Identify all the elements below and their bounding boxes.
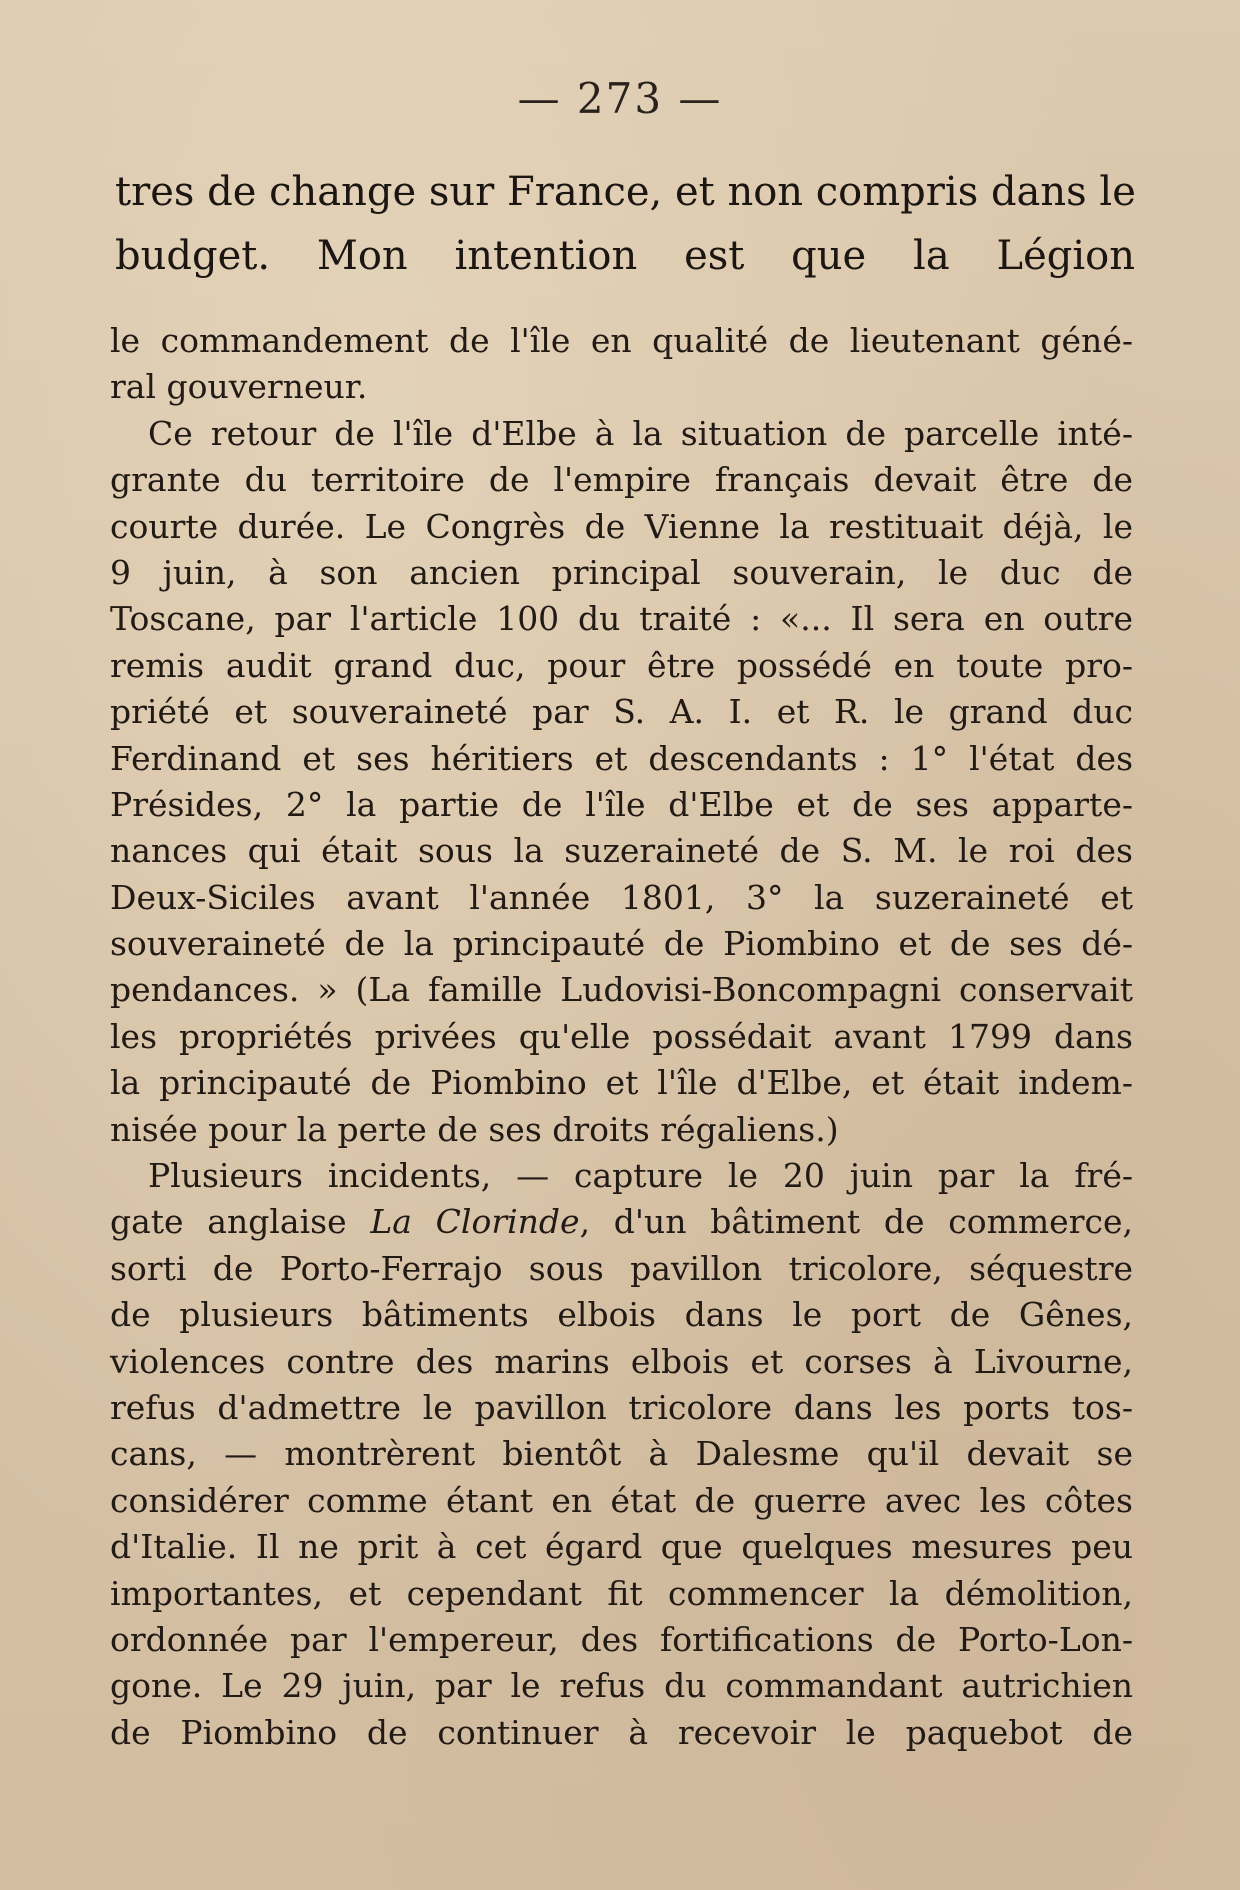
text-line: considérer comme étant en état de guerre avec les côtes: [110, 1480, 1133, 1520]
text-line: courte durée. Le Congrès de Vienne la restituait déjà, le: [110, 506, 1133, 546]
text-line: pendances. » (La famille Ludovisi-Boncompagni conservait: [110, 970, 1133, 1010]
text-line: 9 juin, à son ancien principal souverain, le duc de: [110, 552, 1133, 592]
text-line: Toscane, par l'article 100 du traité : «... Il sera en outre: [110, 599, 1133, 639]
text-line: grante du territoire de l'empire français devait être de: [110, 460, 1133, 500]
text-line: de plusieurs bâtiments elbois dans le port de Gênes,: [110, 1295, 1133, 1335]
text-line: Présides, 2° la partie de l'île d'Elbe et de ses apparte-: [110, 784, 1133, 824]
text-line: d'Italie. Il ne prit à cet égard que quelques mesures peu: [110, 1527, 1133, 1567]
ship-name: La Clorinde: [370, 1202, 580, 1242]
text-line: Plusieurs incidents, — capture le 20 juin par la fré-: [148, 1156, 1133, 1196]
text-line: la principauté de Piombino et l'île d'Elbe, et était indem-: [110, 1063, 1133, 1103]
text-line: ordonnée par l'empereur, des fortifications de Porto-Lon-: [110, 1619, 1133, 1659]
pasted-fragment: [115, 160, 1135, 288]
text-line: importantes, et cependant fit commencer la démolition,: [110, 1573, 1133, 1613]
text-line: gone. Le 29 juin, par le refus du commandant autrichien: [110, 1666, 1133, 1706]
text-line: Ferdinand et ses héritiers et descendants : 1° l'état des: [110, 738, 1133, 778]
text-line: ral gouverneur.: [110, 367, 368, 407]
text-line: sorti de Porto-Ferrajo sous pavillon tricolore, séquestre: [110, 1248, 1133, 1288]
fragment-line: budget. Mon intention est que la Légion: [115, 233, 1135, 279]
page-number: — 273 —: [517, 74, 723, 123]
text-line: nances qui était sous la suzeraineté de S. M. le roi des: [110, 831, 1133, 871]
body-text: [110, 318, 1133, 1756]
text-line: de Piombino de continuer à recevoir le paquebot de: [110, 1712, 1133, 1752]
text-line: remis audit grand duc, pour être possédé en toute pro-: [110, 645, 1133, 685]
text-line: les propriétés privées qu'elle possédait avant 1799 dans: [110, 1016, 1133, 1056]
text-line: refus d'admettre le pavillon tricolore dans les ports tos-: [110, 1387, 1133, 1427]
text-line: Ce retour de l'île d'Elbe à la situation de parcelle inté-: [148, 413, 1133, 453]
text-line: cans, — montrèrent bientôt à Dalesme qu'il devait se: [110, 1434, 1133, 1474]
text-line: nisée pour la perte de ses droits régaliens.): [110, 1109, 839, 1149]
text-line: gate anglaise La Clorinde, d'un bâtiment de commerce,: [110, 1202, 1133, 1242]
text-line: Deux-Siciles avant l'année 1801, 3° la suzeraineté et: [110, 877, 1133, 917]
fragment-line: tres de change sur France, et non compris dans le: [115, 169, 1136, 215]
text-line: le commandement de l'île en qualité de lieutenant géné-: [110, 321, 1133, 360]
text-line: priété et souveraineté par S. A. I. et R. le grand duc: [110, 692, 1133, 732]
text-line: violences contre des marins elbois et corses à Livourne,: [110, 1341, 1133, 1381]
text-line: souveraineté de la principauté de Piombino et de ses dé-: [110, 924, 1133, 964]
